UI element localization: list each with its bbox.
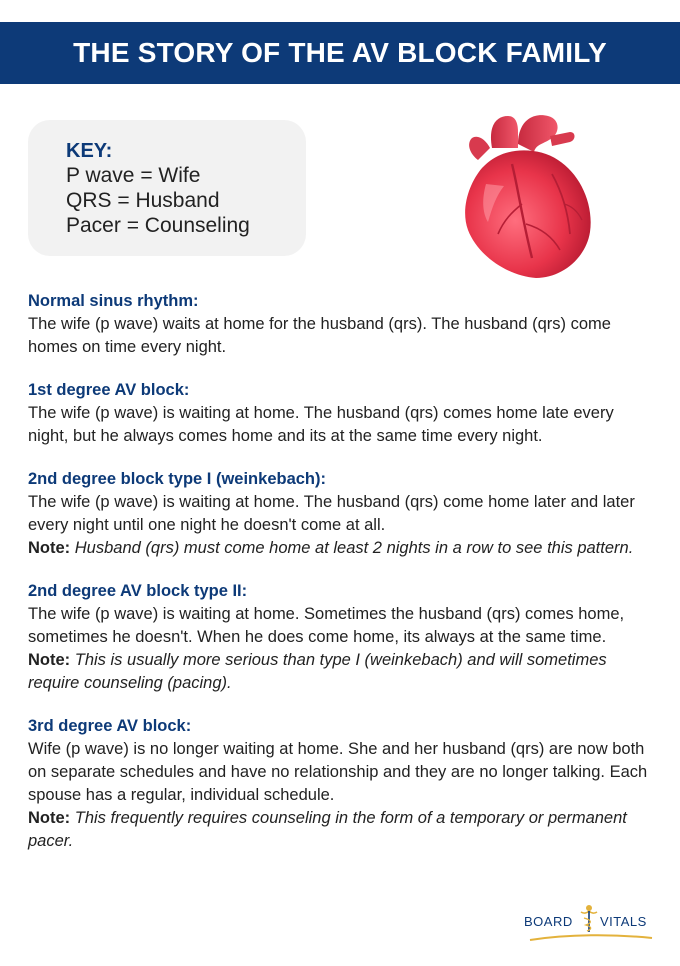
section-title: 2nd degree block type I (weinkebach):	[28, 470, 326, 488]
note-label: Note:	[28, 651, 71, 669]
key-box	[28, 120, 306, 256]
section-note	[28, 649, 654, 695]
note-label: Note:	[28, 539, 71, 557]
section-text: The wife (p wave) waits at home for the husband (qrs). The husband (qrs) come homes on time every night.	[28, 315, 611, 356]
section-title: 3rd degree AV block:	[28, 717, 192, 735]
section-title: 2nd degree AV block type II:	[28, 582, 248, 600]
boardvitals-logo	[520, 904, 660, 944]
key-line-qrs: QRS = Husband	[66, 189, 220, 212]
section-note	[28, 537, 654, 560]
note-text: This frequently requires counseling in the form of a temporary or permanent pacer.	[28, 809, 627, 850]
section-title: 1st degree AV block:	[28, 381, 190, 399]
note-text: Husband (qrs) must come home at least 2 nights in a row to see this pattern.	[74, 539, 634, 557]
logo-text-board: BOARD	[524, 914, 573, 929]
section-text: The wife (p wave) is waiting at home. The husband (qrs) comes home late every night, but he always comes home and its at the same time every night.	[28, 404, 614, 445]
section-third-degree	[28, 715, 654, 853]
section-note	[28, 807, 654, 853]
logo-swoosh-icon	[528, 934, 654, 942]
key-line-p-wave: P wave = Wife	[66, 164, 201, 187]
section-text: The wife (p wave) is waiting at home. Sometimes the husband (qrs) comes home, sometimes he doesn't. When he does come home, its always at the same time.	[28, 605, 625, 646]
section-second-degree-type-1	[28, 468, 654, 560]
section-text: Wife (p wave) is no longer waiting at home. She and her husband (qrs) are now both on separate schedules and have no relationship and they are no longer talking. Each spouse has a regular, individual schedule.	[28, 740, 648, 804]
page-title: THE STORY OF THE AV BLOCK FAMILY	[73, 37, 607, 68]
key-title: KEY:	[66, 140, 113, 162]
section-title: Normal sinus rhythm:	[28, 292, 199, 310]
header-banner	[0, 22, 680, 84]
note-label: Note:	[28, 809, 71, 827]
section-text: The wife (p wave) is waiting at home. The husband (qrs) come home later and later every night until one night he doesn't come at all.	[28, 493, 635, 534]
heart-icon	[452, 108, 596, 282]
note-text: This is usually more serious than type I (weinkebach) and will sometimes require counseling (pacing).	[28, 651, 607, 692]
story-content	[28, 290, 654, 873]
section-first-degree	[28, 379, 654, 448]
caduceus-icon	[578, 904, 600, 934]
logo-text-vitals: VITALS	[600, 914, 647, 929]
section-second-degree-type-2	[28, 580, 654, 695]
section-normal-sinus	[28, 290, 654, 359]
key-line-pacer: Pacer = Counseling	[66, 214, 250, 237]
